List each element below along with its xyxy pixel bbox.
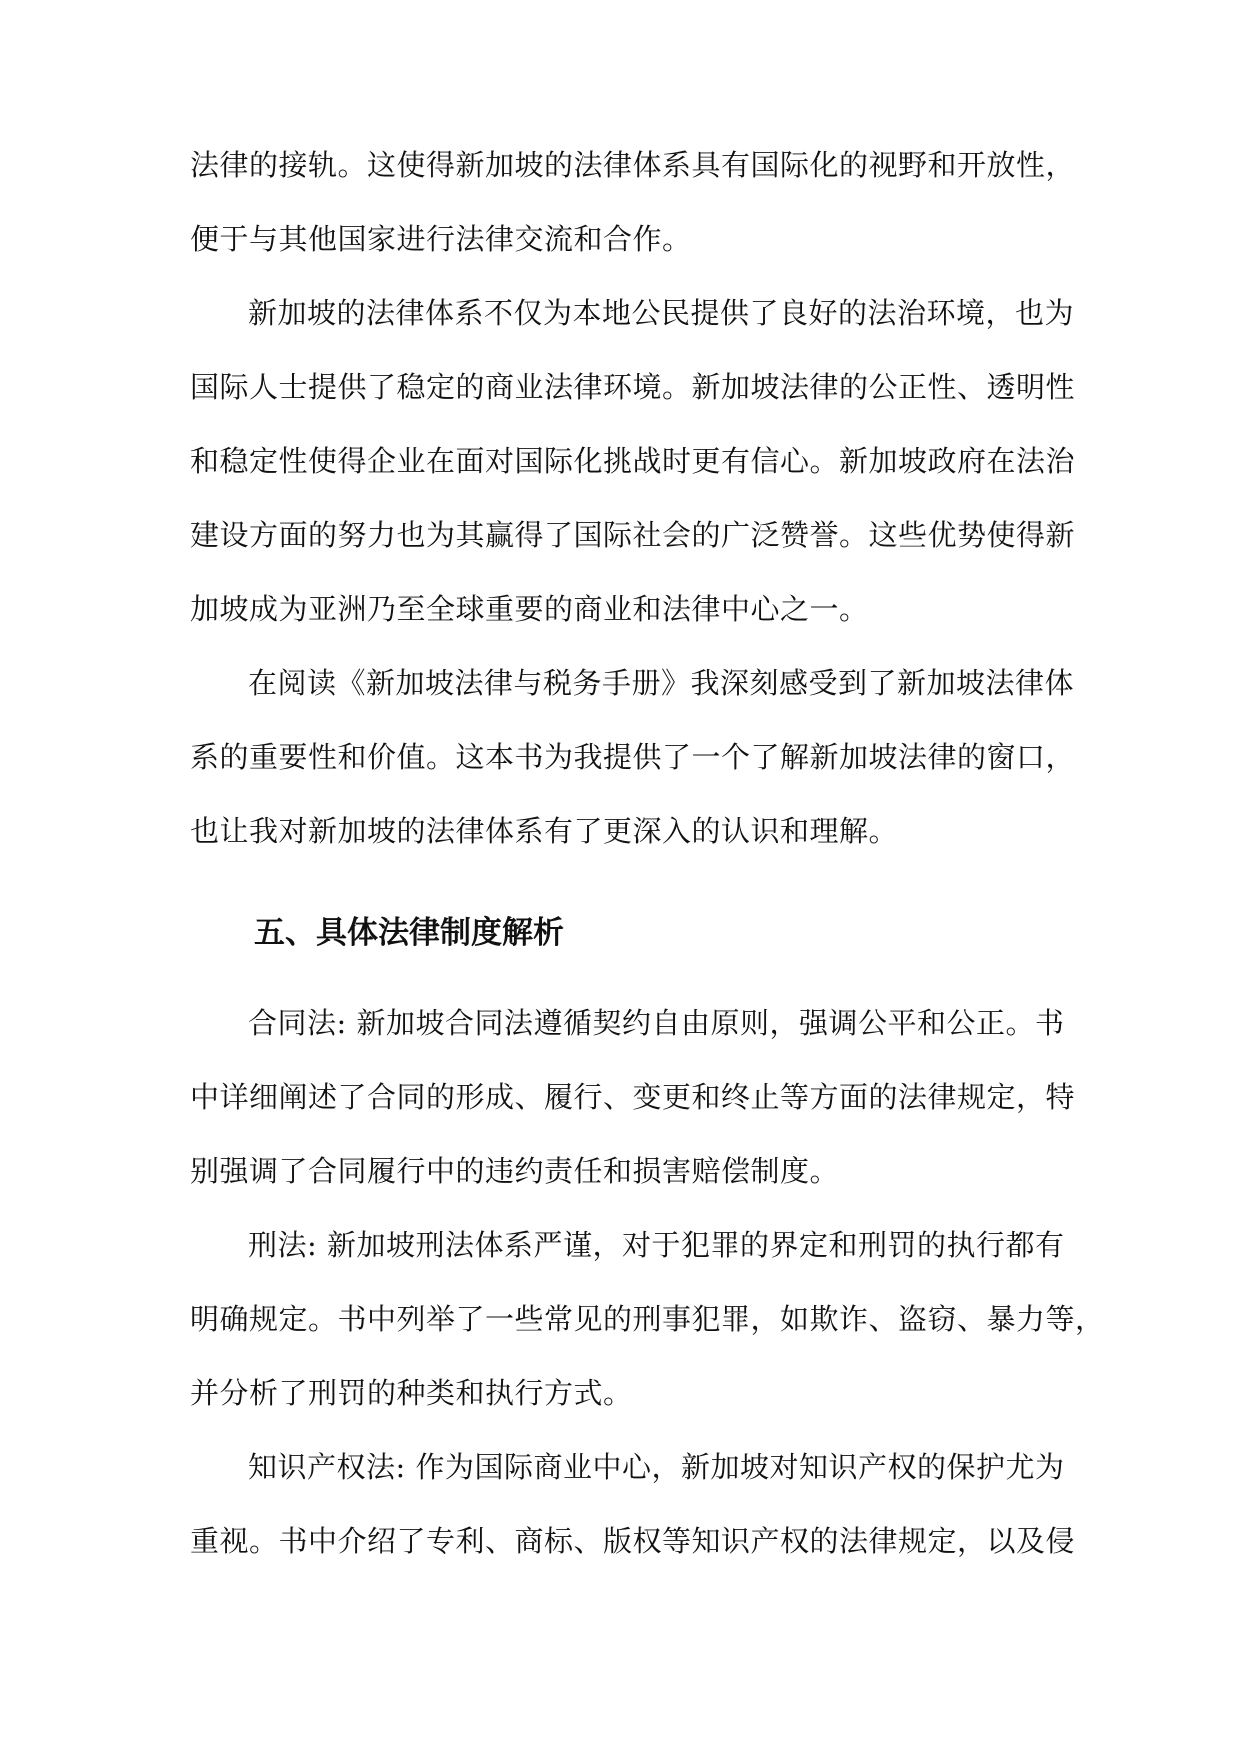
- paragraph-contract-law: [190, 986, 1076, 1208]
- paragraph-ip-law: [190, 1430, 1076, 1578]
- paragraph-international-vision: [190, 128, 1076, 276]
- text-line: 刑法: 新加坡刑法体系严谨，对于犯罪的界定和刑罚的执行都有: [248, 1228, 1065, 1262]
- paragraph-reading-reflection: [190, 646, 1076, 868]
- text-line: 别强调了合同履行中的违约责任和损害赔偿制度。: [190, 1154, 840, 1188]
- text-line: 并分析了刑罚的种类和执行方式。: [190, 1376, 633, 1410]
- text-line: 便于与其他国家进行法律交流和合作。: [190, 222, 692, 256]
- text-line: 也让我对新加坡的法律体系有了更深入的认识和理解。: [190, 814, 899, 848]
- text-line: 法律的接轨。这使得新加坡的法律体系具有国际化的视野和开放性，: [190, 148, 1076, 182]
- text-line: 在阅读《新加坡法律与税务手册》我深刻感受到了新加坡法律体: [248, 666, 1075, 700]
- paragraph-criminal-law: [190, 1208, 1105, 1430]
- document-page: [190, 128, 1105, 1578]
- text-line: 和稳定性使得企业在面对国际化挑战时更有信心。新加坡政府在法治: [190, 444, 1076, 478]
- text-line: 明确规定。书中列举了一些常见的刑事犯罪，如欺诈、盗窃、暴力等，: [190, 1302, 1105, 1336]
- text-line: 重视。书中介绍了专利、商标、版权等知识产权的法律规定，以及侵: [190, 1524, 1076, 1558]
- text-line: 合同法: 新加坡合同法遵循契约自由原则，强调公平和公正。书: [248, 1006, 1065, 1040]
- text-line: 新加坡的法律体系不仅为本地公民提供了良好的法治环境，也为: [248, 296, 1075, 330]
- text-line: 建设方面的努力也为其赢得了国际社会的广泛赞誉。这些优势使得新: [190, 518, 1076, 552]
- section-heading: 五、具体法律制度解析: [254, 915, 564, 951]
- paragraph-legal-environment: [190, 276, 1076, 646]
- text-line: 中详细阐述了合同的形成、履行、变更和终止等方面的法律规定，特: [190, 1080, 1076, 1114]
- text-line: 国际人士提供了稳定的商业法律环境。新加坡法律的公正性、透明性: [190, 370, 1076, 404]
- text-line: 知识产权法: 作为国际商业中心，新加坡对知识产权的保护尤为: [248, 1450, 1065, 1484]
- text-line: 加坡成为亚洲乃至全球重要的商业和法律中心之一。: [190, 592, 869, 626]
- text-line: 系的重要性和价值。这本书为我提供了一个了解新加坡法律的窗口，: [190, 740, 1076, 774]
